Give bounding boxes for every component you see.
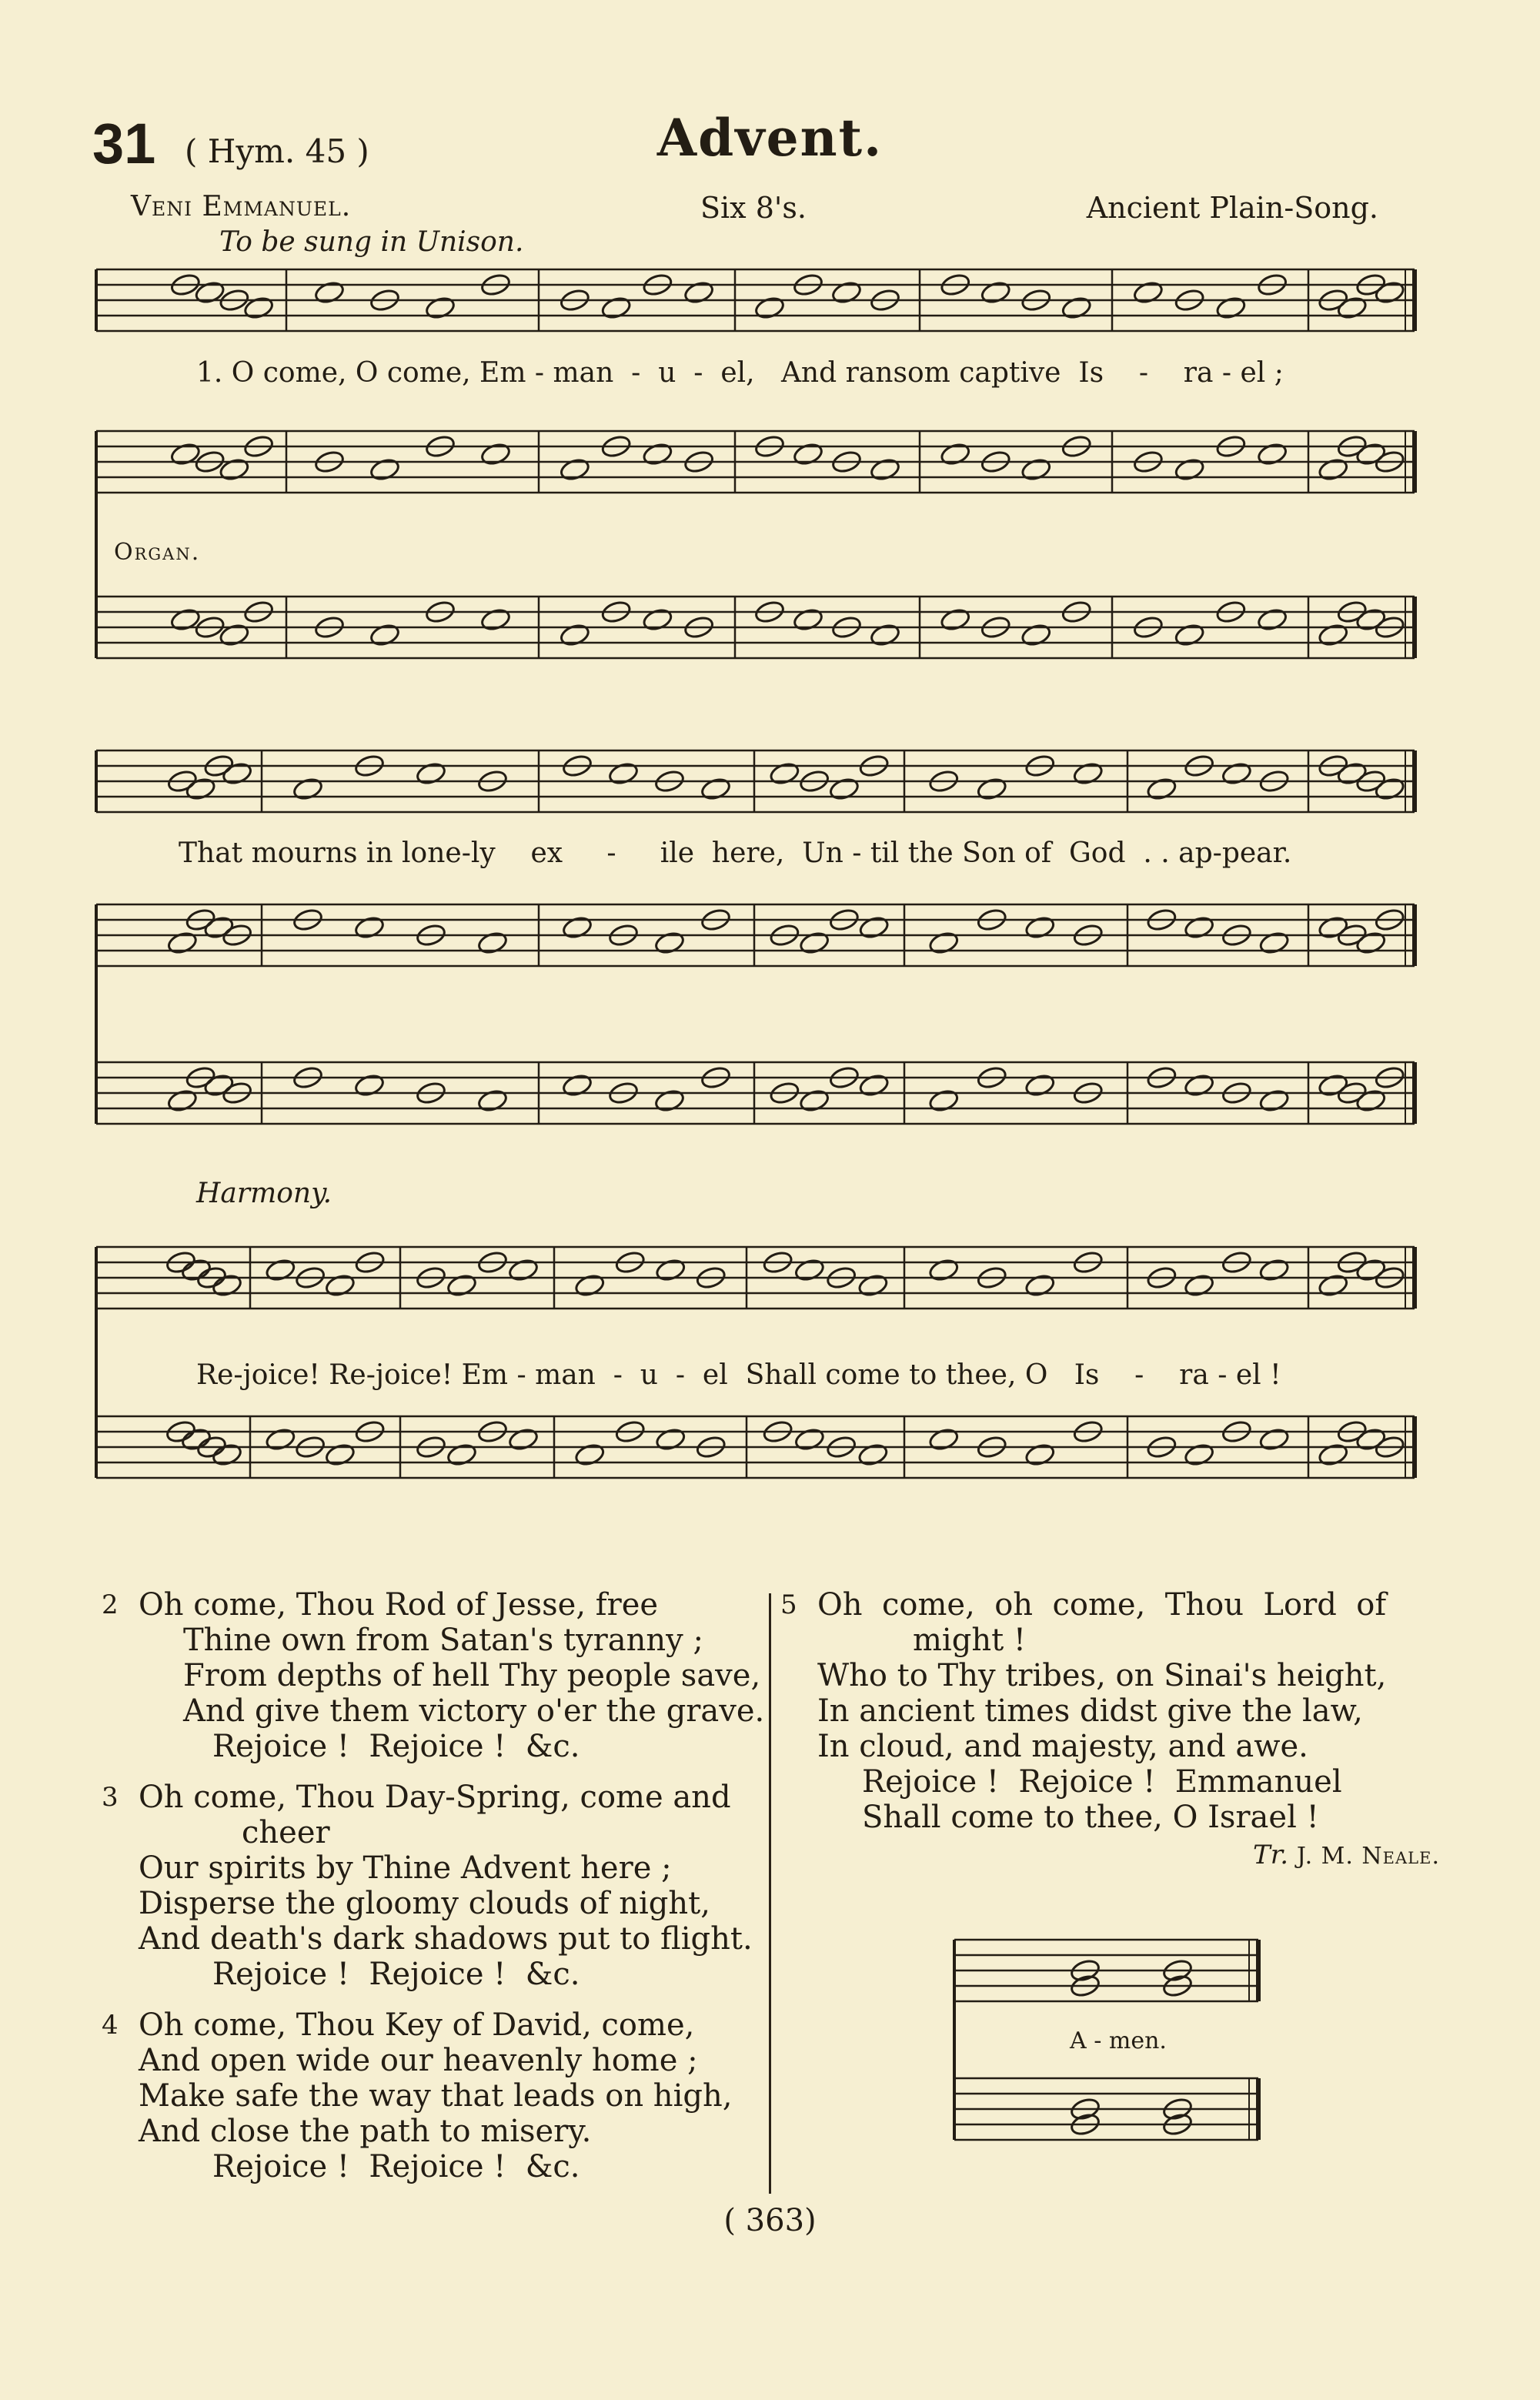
performance-instruction: To be sung in Unison. [219,226,524,258]
verse-3: 3 Oh come, Thou Day-Spring, come and cheer Our spirits by Thine Advent here ; Disperse the gloomy clouds of night, And death's dark shadows put to flight. Rejoice ! Rejoice ! &c. [102,1780,753,1992]
lyric-line-2: That mourns in lone-ly ex - ile here, Un - til the Son of God . . ap-pear. [179,837,1292,869]
verses-right-column [780,1587,1387,1850]
lyric-line-1: 1. O come, O come, Em - man - u - el, And ransom captive Is - ra - el ; [196,357,1284,389]
amen-lyric: A - men. [1070,2027,1167,2054]
hymn-reference: ( Hym. 45 ) [185,132,369,170]
organ-label: Organ. [114,539,201,566]
column-divider [769,1593,771,2194]
verse-5: 5 Oh come, oh come, Thou Lord of might ! Who to Thy tribes, on Sinai's height, In ancient times didst give the law, In cloud, and majesty, and awe. Rejoice ! Rejoice ! Emmanuel Shall come to thee, O Israel ! [780,1587,1387,1835]
page-number: ( 363) [723,2203,817,2238]
verses-left-column [102,1587,765,2200]
lyric-line-3: Re-joice! Re-joice! Em - man - u - el Shall come to thee, O Is - ra - el ! [196,1359,1281,1391]
page-title: Advent. [656,108,884,168]
translator-credit: Tr. J. M. Neale. [1253,1840,1440,1870]
metre: Six 8's. [700,191,807,225]
tune-source: Ancient Plain-Song. [1086,191,1378,225]
tune-name: Veni Emmanuel. [131,191,352,222]
verse-4: 4 Oh come, Thou Key of David, come, And open wide our heavenly home ; Make safe the way that leads on high, And close the path to misery. Rejoice ! Rejoice ! &c. [102,2007,733,2184]
hymn-number: 31 [92,112,156,175]
verse-2: 2 Oh come, Thou Rod of Jesse, free Thine own from Satan's tyranny ; From depths of hell Thy people save, And give them victory o'er the grave. Rejoice ! Rejoice ! &c. [102,1587,765,1764]
harmony-label: Harmony. [196,1178,332,1209]
